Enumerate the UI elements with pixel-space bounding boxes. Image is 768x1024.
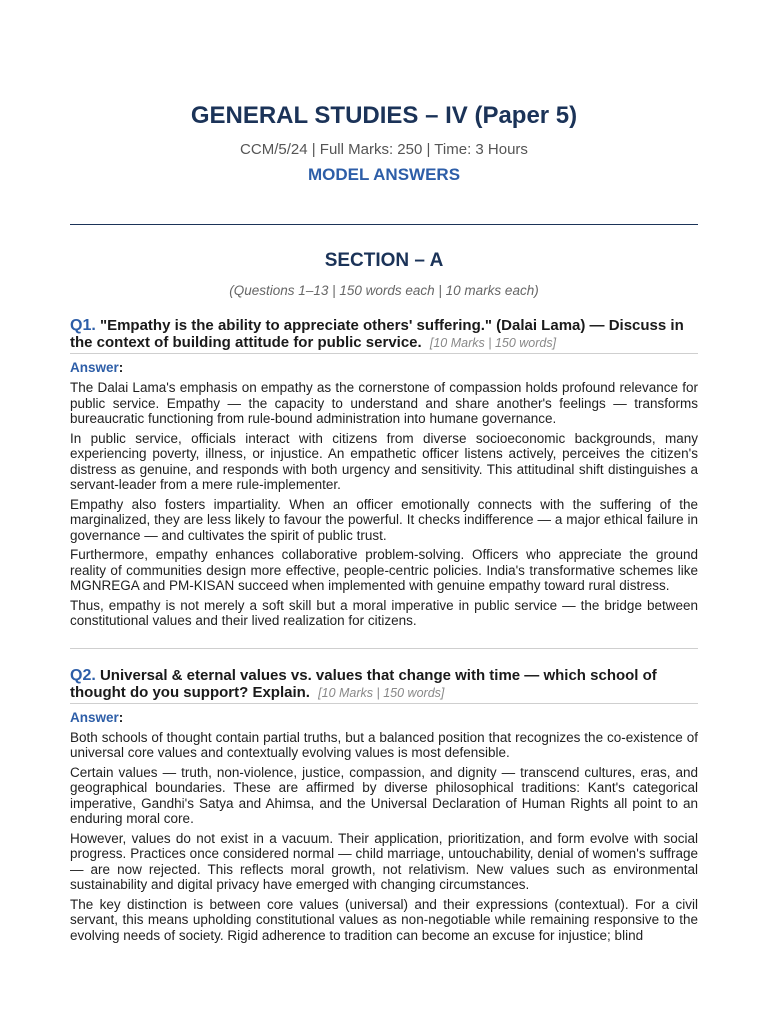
answer-label: Answer: (70, 360, 124, 375)
header-divider (70, 224, 698, 225)
question-number: Q2. (70, 666, 96, 684)
answer-paragraph: However, values do not exist in a vacuum. Their application, prioritization, and form evolve with social progress. Practices once considered normal — child marriage, untouchability, denial of women's suffrage — are now rejected. This reflects moral growth, not relativism. New values such as environmental sustainability and digital privacy have emerged with changing circumstances. (70, 830, 698, 892)
question-number: Q1. (70, 317, 96, 334)
question-marks: [10 Marks | 150 words] (318, 685, 445, 700)
answer-paragraph: Empathy also fosters impartiality. When an officer emotionally connects with the suffering of the marginalized, they are less likely to favour the powerful. It checks indifference — a major ethical failure in governance — and cultivates the spirit of public trust. (70, 496, 698, 543)
answer-paragraph: The Dalai Lama's emphasis on empathy as the cornerstone of compassion holds profound relevance for public service. Empathy — the capacity to understand and share another's feelings — transforms bureaucratic functioning from rule-bound administration into humane governance. (70, 380, 698, 426)
answer-paragraph: Thus, empathy is not merely a soft skill but a moral imperative in public service — the bridge between constitutional values and their lived realization for citizens. (70, 597, 698, 628)
document-title: GENERAL STUDIES – IV (Paper 5) (190, 102, 578, 129)
question-block (70, 317, 698, 629)
question-heading (70, 317, 698, 354)
answer-paragraph: Both schools of thought contain partial truths, but a balanced position that recognizes the co-existence of universal core values and contextually evolving values is most defensible. (70, 729, 698, 760)
answer-paragraph: Certain values — truth, non-violence, justice, compassion, and dignity — transcend cultures, eras, and geographical boundaries. These are affirmed by diverse philosophical traditions: Kant's categorical imperative, Gandhi's Satya and Ahimsa, and the Universal Declaration of Human Rights all point to an enduring moral core. (70, 764, 698, 826)
question-text: "Empathy is the ability to appreciate others' suffering." (Dalai Lama) — Discuss in the context of building attitude for public service. (70, 317, 684, 351)
answer-paragraph: The key distinction is between core values (universal) and their expressions (contextual). For a civil servant, this means upholding constitutional values as non-negotiable while remaining responsive to the evolving needs of society. Rigid adherence to tradition can become an excuse for injustice; blind (70, 896, 698, 943)
answer-paragraph: In public service, officials interact with citizens from diverse socioeconomic backgrounds, many experiencing poverty, illness, or injustice. An empathetic officer listens actively, perceives the citizen's distress as genuine, and responds with both urgency and sensitivity. This attitudinal shift distinguishes a servant-leader from a mere rule-implementer. (70, 430, 698, 492)
question-heading (70, 667, 698, 704)
question-text: Universal & eternal values vs. values that change with time — which school of thought do you support? Explain. (70, 666, 657, 701)
section-title: SECTION – A (324, 250, 444, 271)
exam-details: CCM/5/24 | Full Marks: 250 | Time: 3 Hours (240, 141, 528, 158)
answer-label: Answer: (70, 709, 124, 725)
section-note: (Questions 1–13 | 150 words each | 10 marks each) (229, 283, 539, 298)
question-divider (70, 648, 698, 649)
document-subtitle: MODEL ANSWERS (307, 165, 461, 184)
question-block (70, 667, 698, 944)
question-marks: [10 Marks | 150 words] (429, 336, 557, 350)
answer-paragraph: Furthermore, empathy enhances collaborative problem-solving. Officers who appreciate the ground reality of communities design more effective, people-centric policies. India's transformative schemes like MGNREGA and PM-KISAN succeed when implemented with genuine empathy toward rural distress. (70, 547, 698, 593)
